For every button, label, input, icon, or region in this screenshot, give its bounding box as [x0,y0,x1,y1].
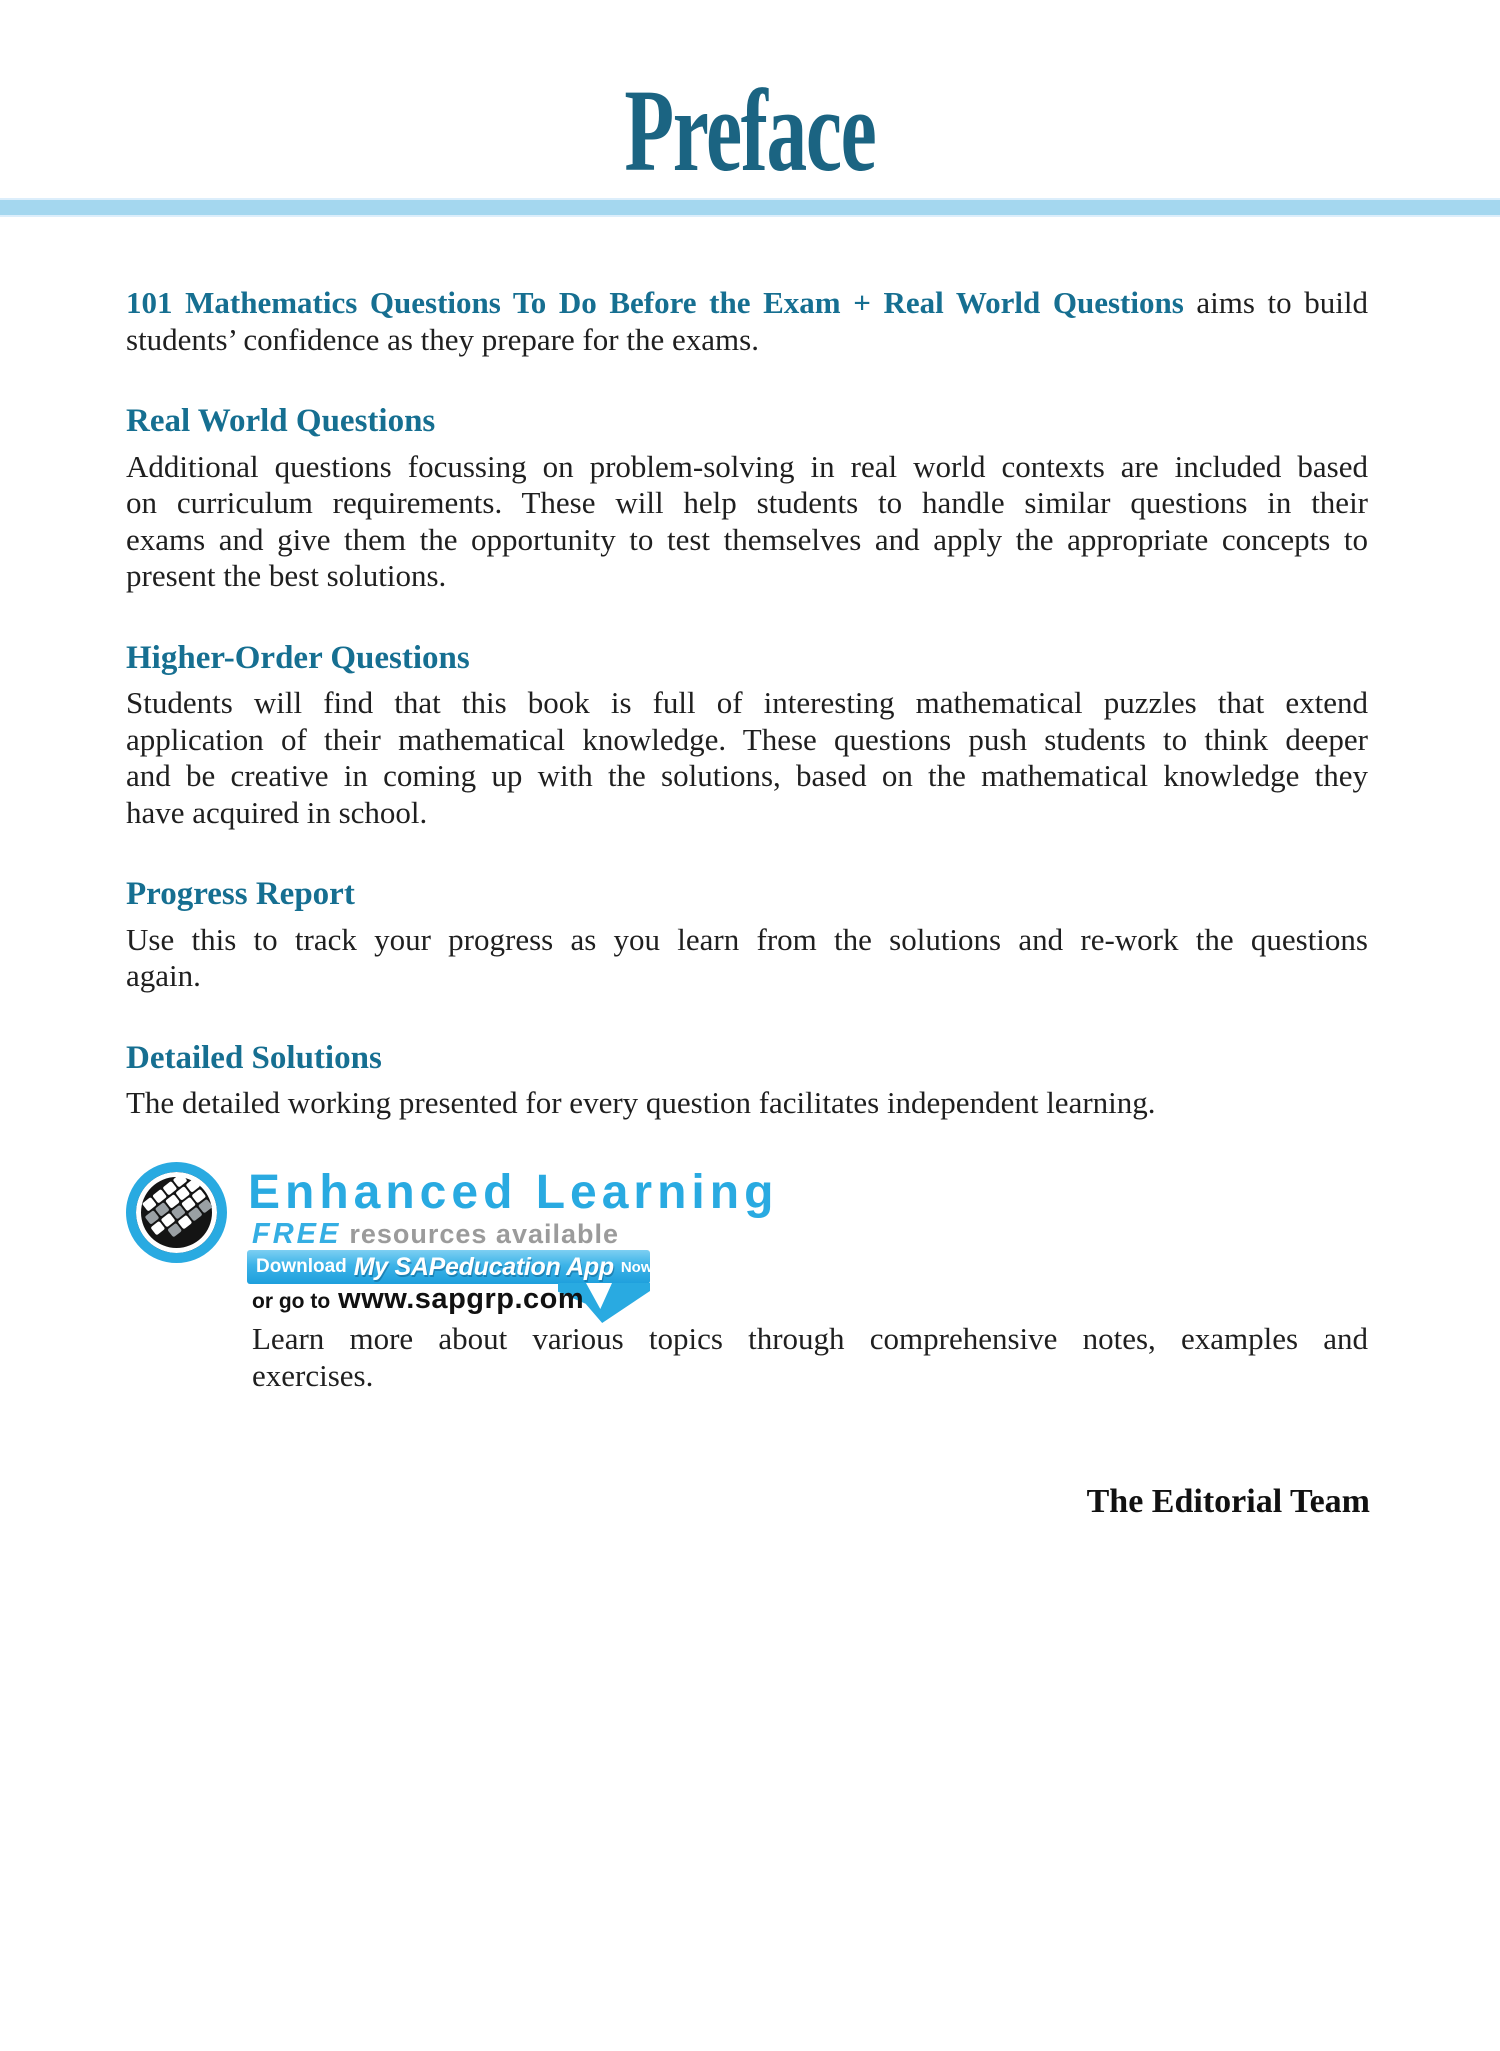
section-real-world-paragraph [126,449,1368,595]
body-content [126,285,1368,1122]
intro-line-1 [126,285,1368,322]
title-divider-rule [0,198,1500,217]
section-detailed-solutions-paragraph [126,1085,1368,1122]
paragraph-line: and be creative in coming up with the solutions, based on the mathematical knowledge they [126,758,1368,793]
paragraph-line: Additional questions focussing on problem-solving in real world contexts are included based [126,448,1368,484]
paragraph-line: The detailed working presented for every question facilitates independent learning. [126,1085,1156,1120]
paragraph-line: application of their mathematical knowledge. These questions push students to think deeper [126,721,1368,757]
paragraph-line: Learn more about various topics through comprehensive notes, examples and [252,1321,1368,1356]
or-go-to-label: or go to [252,1290,331,1313]
page-title: Preface [624,65,876,196]
free-label: FREE [252,1218,342,1250]
paragraph-line: present the best solutions. [126,558,447,593]
section-higher-order-paragraph [126,685,1368,831]
section-heading-real-world-questions: Real World Questions [126,403,436,439]
section-heading-detailed-solutions: Detailed Solutions [126,1039,382,1076]
banner-app-name: My SAPeducation App [353,1252,614,1281]
paragraph-line: on curriculum requirements. These will help students to handle similar questions in their [126,485,1368,520]
promo-description-paragraph [252,1321,1368,1394]
resources-available-label: resources available [349,1219,620,1249]
abacus-logo-icon [126,1162,227,1263]
website-line [252,1284,584,1319]
download-app-banner [247,1250,658,1284]
section-progress-report-paragraph [126,922,1368,995]
paragraph-line: Use this to track your progress as you learn from the solutions and re-work the questions [126,921,1368,957]
free-resources-line [252,1220,619,1253]
editorial-team-signature: The Editorial Team [1086,1483,1370,1520]
paragraph-line: have acquired in school. [126,794,428,830]
book-title-text: 101 Mathematics Questions To Do Before the Exam + Real World Questions [126,285,1184,320]
abacus-keys-pattern [136,1166,221,1247]
enhanced-learning-wordmark: Enhanced Learning [248,1166,779,1219]
intro-line-1-rest: aims to build [1196,285,1369,320]
banner-now-label: Now! [620,1258,658,1276]
section-heading-progress-report: Progress Report [126,876,355,912]
intro-paragraph [126,285,1368,358]
paragraph-line: exercises. [252,1357,374,1393]
page-title-wrap [0,65,1500,196]
banner-download-label: Download [256,1256,347,1277]
paragraph-line: again. [126,958,201,993]
enhanced-learning-promo [126,1162,1368,1332]
paragraph-line: exams and give them the opportunity to test themselves and apply the appropriate concepts to [126,521,1368,557]
website-url-text: www.sapgrp.com [338,1283,585,1315]
section-heading-higher-order-questions: Higher-Order Questions [126,639,470,676]
paragraph-line: Students will find that this book is full of interesting mathematical puzzles that extend [126,685,1368,720]
intro-line-2: students’ confidence as they prepare for the exams. [126,321,759,357]
